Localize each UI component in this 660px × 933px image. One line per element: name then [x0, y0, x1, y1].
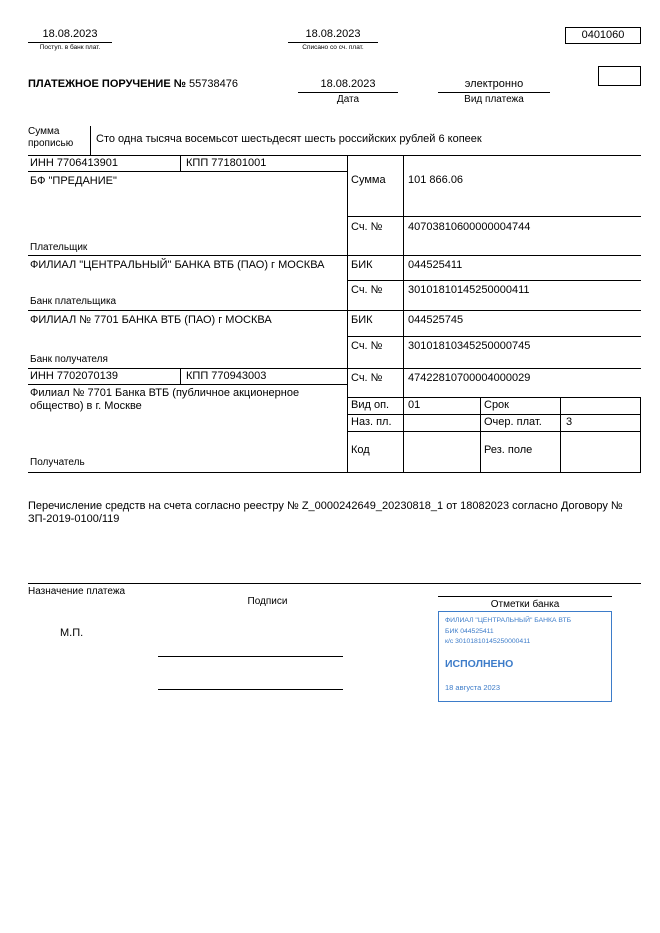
debited-date-label: Списано со сч. плат.	[302, 44, 364, 51]
received-date-underline	[28, 42, 112, 43]
payee-bank-name: ФИЛИАЛ № 7701 БАНКА ВТБ (ПАО) г МОСКВА	[30, 314, 272, 326]
stamp-bik: БИК 044525411	[445, 627, 494, 635]
payer-account-label: Сч. №	[351, 221, 383, 233]
document-date: 18.08.2023	[320, 78, 376, 90]
payee-name: Филиал № 7701 Банка ВТБ (публичное акционерное общество) в г. Москве	[30, 387, 300, 412]
debited-date-underline	[288, 42, 378, 43]
table-center-divider	[347, 155, 348, 472]
document-date-underline	[298, 92, 398, 93]
signatures-label: Подписи	[247, 596, 288, 607]
detail-cells-divider-1	[480, 397, 481, 472]
payer-name: БФ "ПРЕДАНИЕ"	[30, 175, 117, 187]
payee-account: 47422810700004000029	[408, 372, 531, 384]
purpose-text: Перечисление средств на счета согласно реестру № Z_0000242649_20230818_1 от 18082023 согласно Договору № ЗП-2019-0100/119	[28, 500, 623, 525]
received-date-label: Поступ. в банк плат.	[39, 44, 101, 51]
payer-kpp: КПП 771801001	[186, 157, 267, 169]
amount-in-words: Сто одна тысяча восемьсот шестьдесят шесть российских рублей 6 копеек	[96, 133, 482, 145]
bank-marks-label: Отметки банка	[490, 599, 560, 610]
naz-pl-label: Наз. пл.	[351, 416, 392, 428]
payee-inn: ИНН 7702070139	[30, 370, 119, 382]
payer-bank-account: 30101810145250000411	[408, 284, 530, 296]
payment-kind-underline	[438, 92, 550, 93]
payee-section-label: Получатель	[30, 457, 85, 468]
signature-line-2	[158, 689, 343, 690]
payee-account-row-border	[347, 397, 641, 398]
stamp-status: ИСПОЛНЕНО	[445, 657, 514, 670]
payee-bank-row-border	[28, 368, 641, 369]
document-title	[28, 78, 238, 91]
res-field-label: Рез. поле	[484, 444, 533, 456]
stamp-date: 18 августа 2023	[445, 682, 501, 692]
priority-label: Очер. плат.	[484, 416, 542, 428]
purpose-label: Назначение платежа	[28, 586, 126, 597]
document-date-label: Дата	[336, 94, 360, 105]
payer-bank-account-label: Сч. №	[351, 284, 383, 296]
payer-section-label: Плательщик	[30, 242, 88, 253]
payer-bank-bik-border	[347, 280, 641, 281]
document-number: 55738476	[189, 78, 238, 90]
priority-row-border	[347, 431, 641, 432]
amount-in-words-divider	[90, 126, 91, 155]
purpose-border	[28, 583, 641, 584]
payer-bank-row-border	[28, 310, 641, 311]
bank-marks-border	[438, 596, 612, 597]
payer-bank-section-label: Банк плательщика	[30, 296, 117, 307]
stamp-corr-account: к/с 30101810145250000411	[445, 638, 531, 645]
amount-value: 101 866.06	[408, 174, 464, 186]
amount-row-border	[347, 216, 641, 217]
payment-kind: электронно	[464, 78, 524, 90]
payer-bank-bik: 044525411	[408, 259, 463, 271]
payer-bank-bik-label: БИК	[351, 259, 373, 271]
payer-bank-name: ФИЛИАЛ "ЦЕНТРАЛЬНЫЙ" БАНКА ВТБ (ПАО) г МОСКВА	[30, 259, 325, 271]
op-kind-value: 01	[408, 399, 421, 411]
payee-bank-account-label: Сч. №	[351, 340, 383, 352]
stamp-bank-name: ФИЛИАЛ "ЦЕНТРАЛЬНЫЙ" БАНКА ВТБ	[445, 617, 572, 624]
payee-kpp: КПП 770943003	[186, 370, 267, 382]
document-title-label: ПЛАТЕЖНОЕ ПОРУЧЕНИЕ №	[28, 78, 186, 90]
op-kind-row-border	[347, 414, 641, 415]
table-bottom-border	[28, 472, 641, 473]
term-label: Срок	[484, 399, 509, 411]
received-date: 18.08.2023	[42, 28, 98, 40]
payee-inn-kpp-divider	[180, 368, 181, 384]
signature-line-1	[158, 656, 343, 657]
code-label: Код	[351, 444, 370, 456]
debited-date: 18.08.2023	[305, 28, 361, 40]
payee-bank-bik-label: БИК	[351, 314, 373, 326]
payer-row-border	[28, 255, 641, 256]
payer-inn-row-border	[28, 171, 348, 172]
detail-cells-divider-2	[560, 397, 561, 472]
seal-label: М.П.	[60, 627, 84, 639]
op-kind-label: Вид оп.	[351, 399, 390, 411]
payer-account: 40703810600000004744	[408, 221, 531, 233]
payer-inn-kpp-divider	[180, 155, 181, 171]
payment-kind-label: Вид платежа	[464, 94, 524, 105]
amount-in-words-label: Сумма прописью	[28, 126, 74, 149]
empty-field-box	[598, 66, 641, 86]
payee-inn-row-border	[28, 384, 348, 385]
payee-bank-bik: 044525745	[408, 314, 464, 326]
payer-inn: ИНН 7706413901	[30, 157, 119, 169]
label-value-divider	[403, 155, 404, 472]
form-code-box: 0401060	[565, 27, 641, 44]
payee-bank-section-label: Банк получателя	[30, 354, 108, 365]
amount-label: Сумма	[351, 174, 386, 186]
payee-account-label: Сч. №	[351, 372, 383, 384]
detail-cells-right-border	[640, 397, 641, 472]
payee-bank-bik-border	[347, 336, 641, 337]
payee-bank-account: 30101810345250000745	[408, 340, 531, 352]
table-top-border	[28, 155, 641, 156]
priority-value: 3	[566, 416, 573, 428]
bank-stamp	[438, 611, 612, 702]
